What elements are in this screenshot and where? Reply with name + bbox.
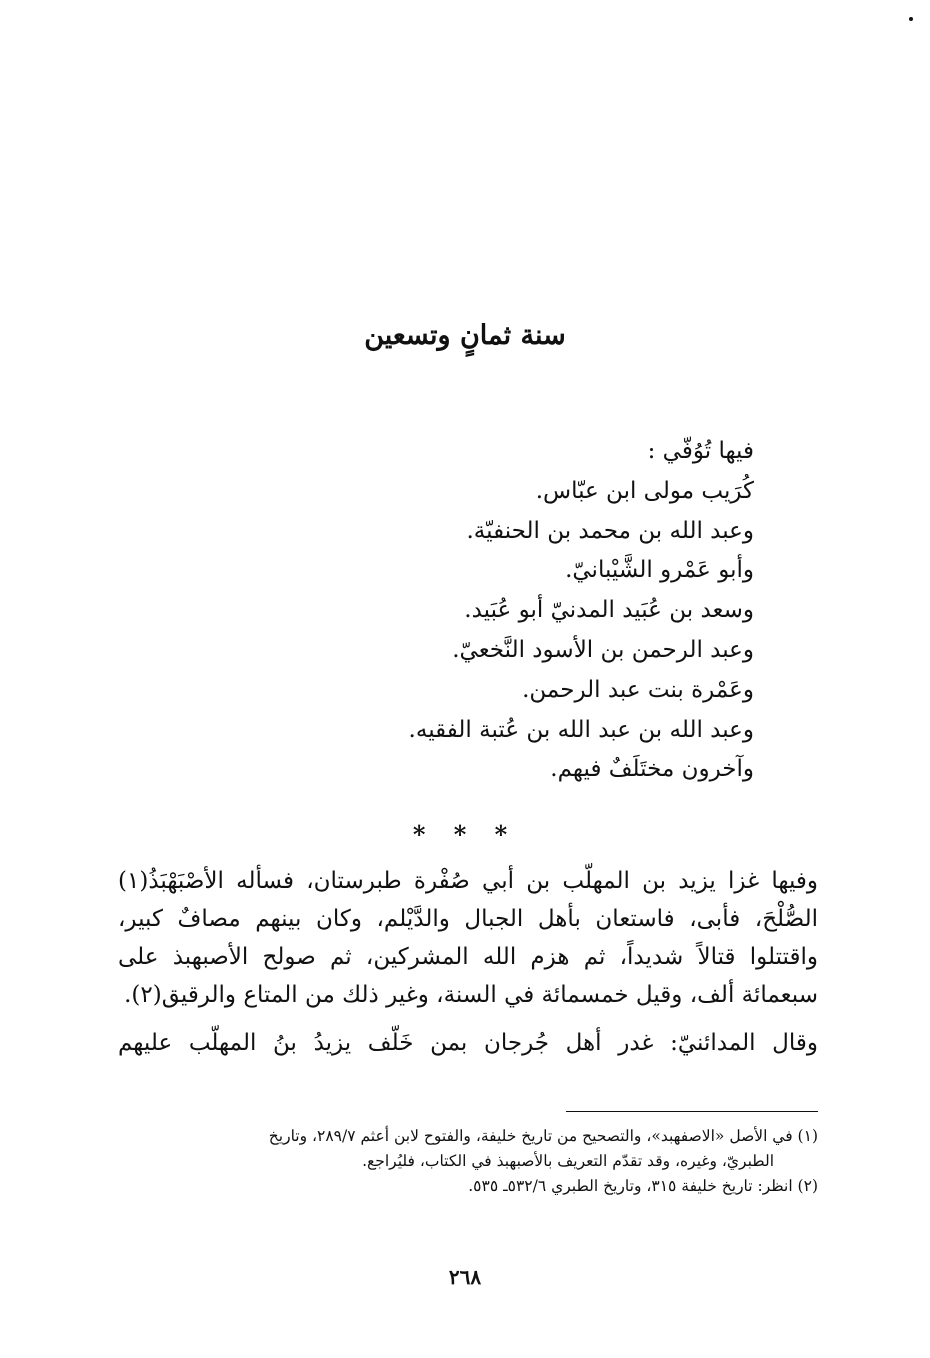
- body-line: وفيها غزا يزيد بن المهلّب بن أبي صُفْرة طبرستان، فسأله الأصْبَهْبَذُ(١): [118, 868, 818, 894]
- death-entry: وأبو عَمْرو الشَّيْبانيّ.: [565, 557, 754, 584]
- deaths-intro: فيها تُوُفّي :: [647, 438, 754, 464]
- death-entry: وآخرون مختَلَفٌ فيهم.: [550, 756, 754, 783]
- death-entry: وعبد الرحمن بن الأسود النَّخعيّ.: [452, 636, 754, 663]
- death-entry: وسعد بن عُبَيد المدنيّ أبو عُبَيد.: [464, 597, 754, 624]
- page-number: ٢٦٨: [448, 1265, 482, 1289]
- footnote-line: الطبريّ، وغيره، وقد تقدّم التعريف بالأصبهبذ في الكتاب، فليُراجع.: [362, 1152, 774, 1170]
- section-divider-stars: * * *: [412, 820, 518, 849]
- body-line: سبعمائة ألف، وقيل خمسمائة في السنة، وغير ذلك من المتاع والرقيق(٢).: [124, 982, 818, 1008]
- deaths-list: [254, 432, 754, 790]
- death-entry: وعبد الله بن محمد بن الحنفيّة.: [466, 517, 754, 544]
- death-entry: وعَمْرة بنت عبد الرحمن.: [522, 676, 754, 703]
- footnote-separator: [566, 1111, 818, 1112]
- death-entry: كُرَيب مولى ابن عبّاس.: [535, 477, 754, 504]
- footnote-line: (١) في الأصل «الاصفهبد»، والتصحيح من تاريخ خليفة، والفتوح لابن أعثم ٢٨٩/٧، وتاريخ: [268, 1127, 818, 1145]
- body-line: الصُّلْحَ، فأبى، فاستعان بأهل الجبال والدَّيْلم، وكان بينهم مصافٌ كبير،: [118, 906, 818, 932]
- scan-speck: [909, 17, 913, 21]
- death-entry: وعبد الله بن عبد الله بن عُتبة الفقيه.: [408, 716, 754, 743]
- body-paragraphs: [118, 862, 818, 1062]
- body-line: واقتتلوا قتالاً شديداً، ثم هزم الله المشركين، ثم صولح الأصبهبذ على: [118, 944, 818, 970]
- footnote-line: (٢) انظر: تاريخ خليفة ٣١٥، وتاريخ الطبري ٥٣٢/٦ـ ٥٣٥.: [468, 1177, 818, 1195]
- footnotes: [118, 1124, 818, 1199]
- body-line: وقال المدائنيّ: غدر أهل جُرجان بمن خَلّف يزيدُ بنُ المهلّب عليهم: [118, 1030, 818, 1056]
- chapter-title: سنة ثمانٍ وتسعين: [364, 320, 566, 351]
